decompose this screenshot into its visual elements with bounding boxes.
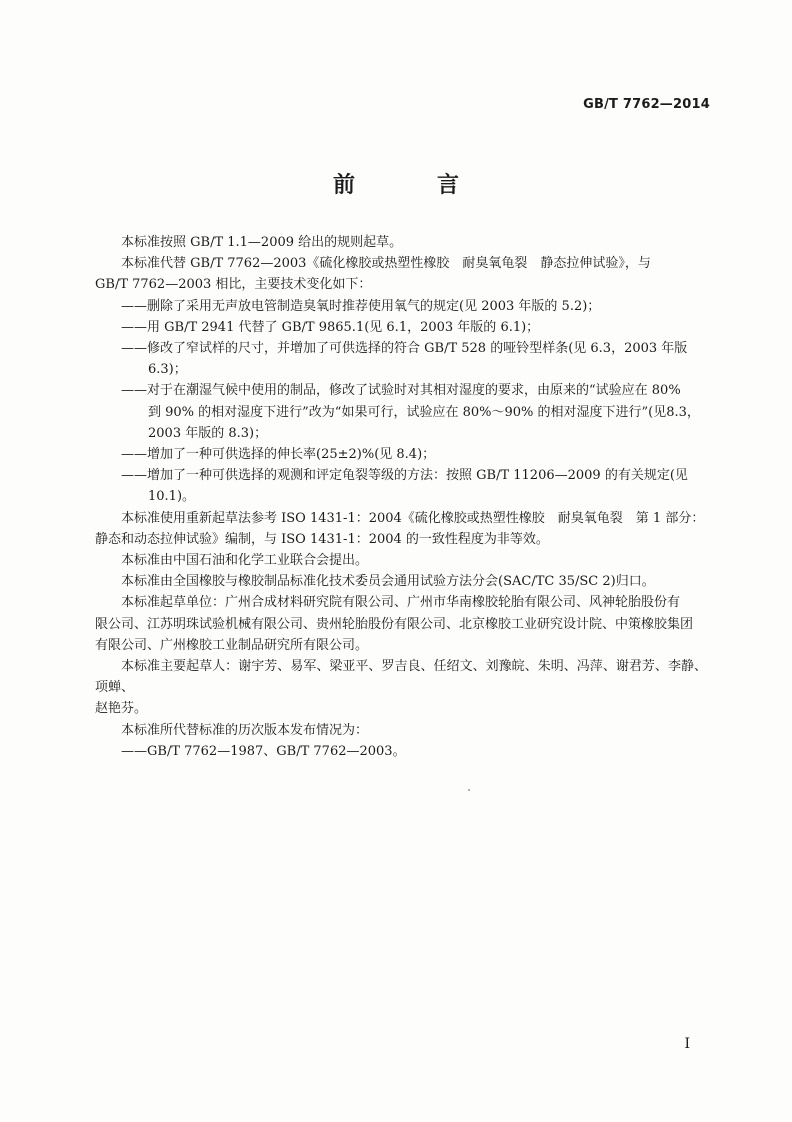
paragraph-drafting-units-line-3: 有限公司、广州橡胶工业制品研究所有限公司。 — [95, 637, 369, 653]
history-item: ——GB/T 7762—1987、GB/T 7762—2003。 — [121, 743, 406, 759]
change-item-continuation: 到 90% 的相对湿度下进行”改为“如果可行，试验应在 80%～90% 的相对湿度下进行”(见8.3， — [148, 404, 700, 420]
change-item: ——增加了一种可供选择的观测和评定龟裂等级的方法：按照 GB/T 11206—2009 的有关规定(见 — [121, 468, 688, 484]
paragraph-drafters-line-1: 本标准主要起草人：谢宇芳、易军、梁亚平、罗吉良、任绍文、刘豫皖、朱明、冯萍、谢君芳、李静、项蝉、 — [95, 659, 707, 696]
paragraph-drafters-line-2: 赵艳芬。 — [95, 701, 148, 717]
paragraph-proposed-by: 本标准由中国石油和化学工业联合会提出。 — [121, 553, 369, 569]
foreword-body — [95, 232, 707, 762]
paragraph-history: 本标准所代替标准的历次版本发布情况为： — [121, 722, 369, 738]
change-item: ——删除了采用无声放电管制造臭氧时推荐使用氧气的规定(见 2003 年版的 5.2)； — [121, 298, 601, 314]
change-item: ——用 GB/T 2941 代替了 GB/T 9865.1(见 6.1，2003 年版的 6.1)； — [121, 319, 540, 335]
page-title: 前 言 — [332, 173, 489, 198]
paragraph-centralized-by: 本标准由全国橡胶与橡胶制品标准化技术委员会通用试验方法分会(SAC/TC 35/SC 2)归口。 — [121, 574, 655, 590]
paragraph-drafting-units-line-2: 限公司、江苏明珠试验机械有限公司、贵州轮胎股份有限公司、北京橡胶工业研究设计院、中策橡胶集团 — [95, 616, 694, 632]
scan-speck — [468, 789, 470, 791]
change-item-continuation: 6.3)； — [148, 362, 187, 378]
paragraph-replaces-line-2: GB/T 7762—2003 相比，主要技术变化如下： — [95, 277, 372, 293]
change-item: ——修改了窄试样的尺寸，并增加了可供选择的符合 GB/T 528 的哑铃型样条(见 6.3，2003 年版 — [121, 341, 688, 357]
change-item-continuation: 10.1)。 — [148, 489, 196, 505]
paragraph-iso-reference-line-1: 本标准使用重新起草法参考 ISO 1431-1：2004《硫化橡胶或热塑性橡胶 耐臭氧龟裂 第 1 部分： — [121, 510, 705, 526]
change-item-continuation: 2003 年版的 8.3)； — [148, 425, 268, 441]
standard-number: GB/T 7762—2014 — [583, 97, 710, 112]
paragraph-drafting-rules: 本标准按照 GB/T 1.1—2009 给出的规则起草。 — [121, 235, 403, 250]
page-number: I — [684, 1036, 690, 1052]
paragraph-drafting-units-line-1: 本标准起草单位：广州合成材料研究院有限公司、广州市华南橡胶轮胎有限公司、风神轮胎股份有 — [121, 595, 681, 611]
paragraph-iso-reference-line-2: 静态和动态拉伸试验》编制，与 ISO 1431-1：2004 的一致性程度为非等效。 — [95, 531, 549, 547]
change-item: ——增加了一种可供选择的伸长率(25±2)%(见 8.4)； — [121, 447, 436, 463]
paragraph-replaces-line-1: 本标准代替 GB/T 7762—2003《硫化橡胶或热塑性橡胶 耐臭氧龟裂 静态拉伸试验》，与 — [121, 256, 651, 272]
change-item: ——对于在潮湿气候中使用的制品，修改了试验时对其相对湿度的要求，由原来的“试验应在 80% — [121, 383, 681, 399]
